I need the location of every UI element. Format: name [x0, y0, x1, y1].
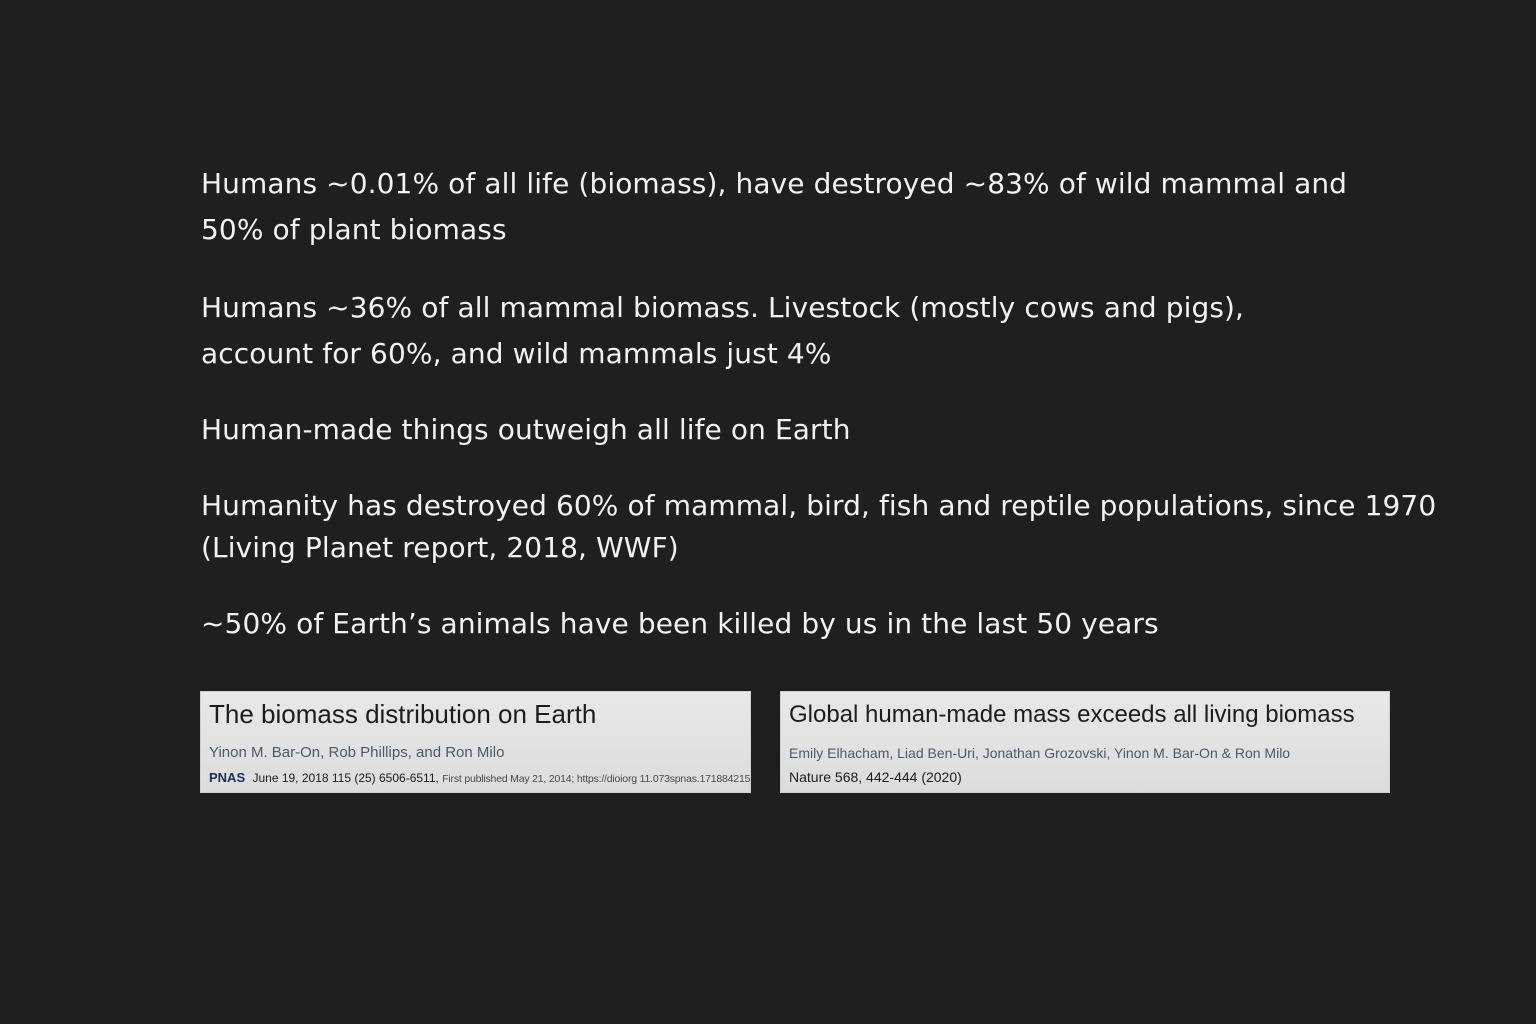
statement-human-made-things [201, 407, 851, 453]
statement-animals-killed [201, 601, 1159, 647]
paper-citation [209, 770, 750, 787]
statement-line: Humans ~36% of all mammal biomass. Livestock (mostly cows and pigs), [201, 291, 1245, 324]
statement-line: 50% of plant biomass [201, 213, 507, 246]
statement-line: Humanity has destroyed 60% of mammal, bird, fish and reptile populations, since 1970 [201, 489, 1437, 522]
paper-title: Global human-made mass exceeds all living biomass [789, 701, 1355, 728]
citation-meta: First published May 21, 2014; https://dioiorg 11.073spnas.171884215 [442, 773, 751, 785]
paper-citation: Nature 568, 442-444 (2020) [789, 769, 962, 785]
paper-card-human-made-mass [780, 691, 1390, 793]
statement-line: ~50% of Earth’s animals have been killed by us in the last 50 years [201, 607, 1159, 640]
paper-authors: Emily Elhacham, Liad Ben-Uri, Jonathan Grozovski, Yinon M. Bar-On & Ron Milo [789, 745, 1291, 761]
statement-line: Humans ~0.01% of all life (biomass), have destroyed ~83% of wild mammal and [201, 167, 1348, 200]
statement-line: Human-made things outweigh all life on Earth [201, 413, 851, 446]
statement-human-biomass [201, 161, 1347, 253]
statement-line: account for 60%, and wild mammals just 4% [201, 337, 832, 370]
statement-living-planet [201, 485, 1436, 569]
statement-line: (Living Planet report, 2018, WWF) [201, 531, 679, 564]
citation-details: June 19, 2018 115 (25) 6506-6511, [252, 771, 439, 785]
paper-authors: Yinon M. Bar-On, Rob Phillips, and Ron Milo [209, 744, 505, 761]
journal-name: PNAS [209, 770, 246, 785]
paper-title: The biomass distribution on Earth [209, 699, 597, 729]
statement-mammal-biomass [201, 285, 1244, 377]
paper-card-biomass-distribution [200, 691, 751, 793]
